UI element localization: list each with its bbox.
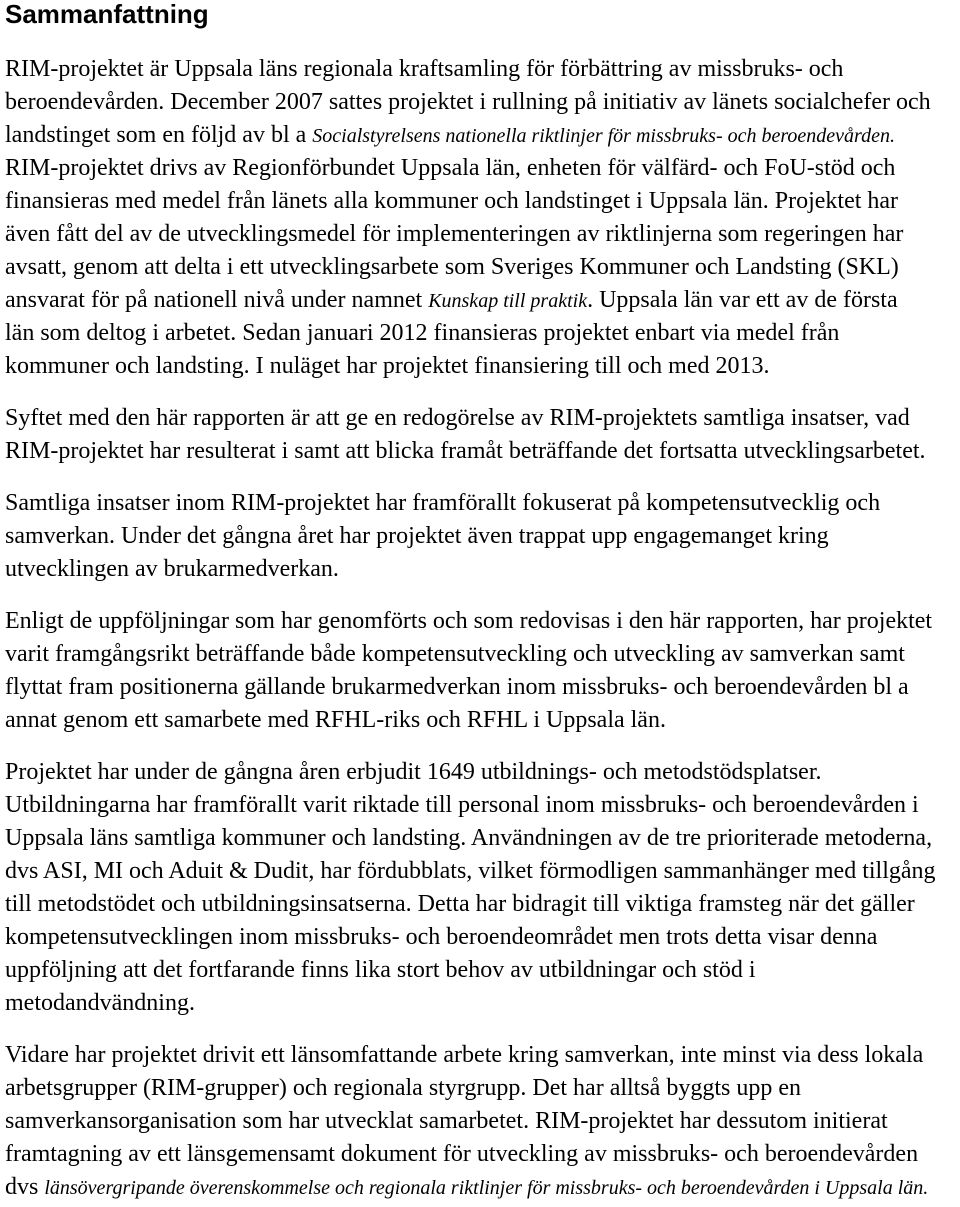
text-line [5,756,960,789]
text-segment: Samtliga insatser inom RIM-projektet har framförallt fokuserat på kompetensutvecklig och [5,489,881,516]
text-line [5,921,960,954]
text-line [5,317,960,350]
text-line [5,855,960,888]
text-segment: samverkansorganisation som har utvecklat samarbetet. RIM-projektet har dessutom initierat [5,1107,888,1134]
text-segment: metodandvändning. [5,989,195,1016]
text-line [5,53,960,86]
text-segment: ansvarat för på nationell nivå under namnet [5,286,429,313]
text-segment: län som deltog i arbetet. Sedan januari 2012 finansieras projektet enbart via medel från [5,319,840,346]
text-line [5,284,960,317]
summary-paragraph [5,402,960,468]
text-line [5,954,960,987]
publication-title-italic: Socialstyrelsens nationella riktlinjer för missbruks- och beroendevården. [312,124,895,147]
project-name-italic: Kunskap till praktik [428,289,588,312]
text-segment: även fått del av de utvecklingsmedel för implementeringen av riktlinjerna som regeringen har [5,220,904,247]
text-segment: annat genom ett samarbete med RFHL-riks och RFHL i Uppsala län. [5,706,666,733]
text-line [5,822,960,855]
text-segment: flyttat fram positionerna gällande brukarmedverkan inom missbruks- och beroendevården bl a [5,673,909,700]
summary-paragraph [5,756,960,1020]
text-segment: kompetensutvecklingen inom missbruks- och beroendeområdet men trots detta visar denna [5,923,878,950]
text-segment: uppföljning att det fortfarande finns lika stort behov av utbildningar och stöd i [5,956,756,983]
text-segment: dvs [5,1173,45,1200]
text-segment: samverkan. Under det gångna året har projektet även trappat upp engagemanget kring [5,522,829,549]
text-line [5,605,960,638]
text-line [5,350,960,383]
text-line [5,671,960,704]
text-line [5,487,960,520]
text-line [5,789,960,822]
text-segment: landstinget som en följd av bl a [5,121,313,148]
text-segment: beroendevården. December 2007 sattes projektet i rullning på initiativ av länets socialchefer och [5,88,931,115]
text-line [5,1072,960,1105]
text-line [5,1039,960,1072]
summary-body [5,53,960,1204]
text-segment: . Uppsala län var ett av de första [587,286,898,313]
text-segment: RIM-projektet har resulterat i samt att blicka framåt beträffande det fortsatta utvecklingsarbetet. [5,437,926,464]
summary-paragraph [5,53,960,383]
summary-paragraph [5,487,960,586]
text-segment: Enligt de uppföljningar som har genomförts och som redovisas i den här rapporten, har projektet [5,607,933,634]
text-segment: kommuner och landsting. I nuläget har projektet finansiering till och med 2013. [5,352,770,379]
text-line [5,520,960,553]
text-line [5,1171,960,1204]
document-title-italic: länsövergripande överenskommelse och regionala riktlinjer för missbruks- och beroendevården i Uppsala län. [44,1176,929,1199]
text-segment: finansieras med medel från länets alla kommuner och landstinget i Uppsala län. Projektet har [5,187,899,214]
text-line [5,402,960,435]
text-line [5,1105,960,1138]
text-segment: utvecklingen av brukarmedverkan. [5,555,339,582]
text-line [5,704,960,737]
text-segment: RIM-projektet är Uppsala läns regionala kraftsamling för förbättring av missbruks- och [5,55,844,82]
summary-paragraph [5,605,960,737]
text-line [5,152,960,185]
text-line [5,638,960,671]
text-segment: varit framgångsrikt beträffande både kompetensutveckling och utveckling av samverkan samt [5,640,905,667]
text-segment: framtagning av ett länsgemensamt dokument för utveckling av missbruks- och beroendevården [5,1140,919,1167]
text-line [5,251,960,284]
text-segment: Syftet med den här rapporten är att ge en redogörelse av RIM-projektets samtliga insatser, vad [5,404,910,431]
text-segment: Vidare har projektet drivit ett länsomfattande arbete kring samverkan, inte minst via dess lokala [5,1041,924,1068]
text-line [5,888,960,921]
text-segment: Projektet har under de gångna åren erbjudit 1649 utbildnings- och metodstödsplatser. [5,758,822,785]
text-segment: RIM-projektet drivs av Regionförbundet Uppsala län, enheten för välfärd- och FoU-stöd och [5,154,896,181]
text-segment: avsatt, genom att delta i ett utvecklingsarbete som Sveriges Kommuner och Landsting (SKL) [5,253,899,280]
text-segment: Uppsala läns samtliga kommuner och landsting. Användningen av de tre prioriterade metoderna, [5,824,933,851]
text-line [5,86,960,119]
text-line [5,435,960,468]
text-line [5,553,960,586]
text-segment: dvs ASI, MI och Aduit & Dudit, har fördubblats, vilket förmodligen sammanhänger med tillgång [5,857,936,884]
text-line [5,1138,960,1171]
page-title: Sammanfattning [5,0,209,29]
text-line [5,119,960,152]
text-line [5,185,960,218]
text-segment: arbetsgrupper (RIM-grupper) och regionala styrgrupp. Det har alltså byggts upp en [5,1074,801,1101]
text-segment: till metodstödet och utbildningsinsatserna. Detta har bidragit till viktiga framsteg när det gäller [5,890,915,917]
text-line [5,218,960,251]
summary-paragraph [5,1039,960,1204]
text-line [5,987,960,1020]
text-segment: Utbildningarna har framförallt varit riktade till personal inom missbruks- och beroendevården i [5,791,919,818]
